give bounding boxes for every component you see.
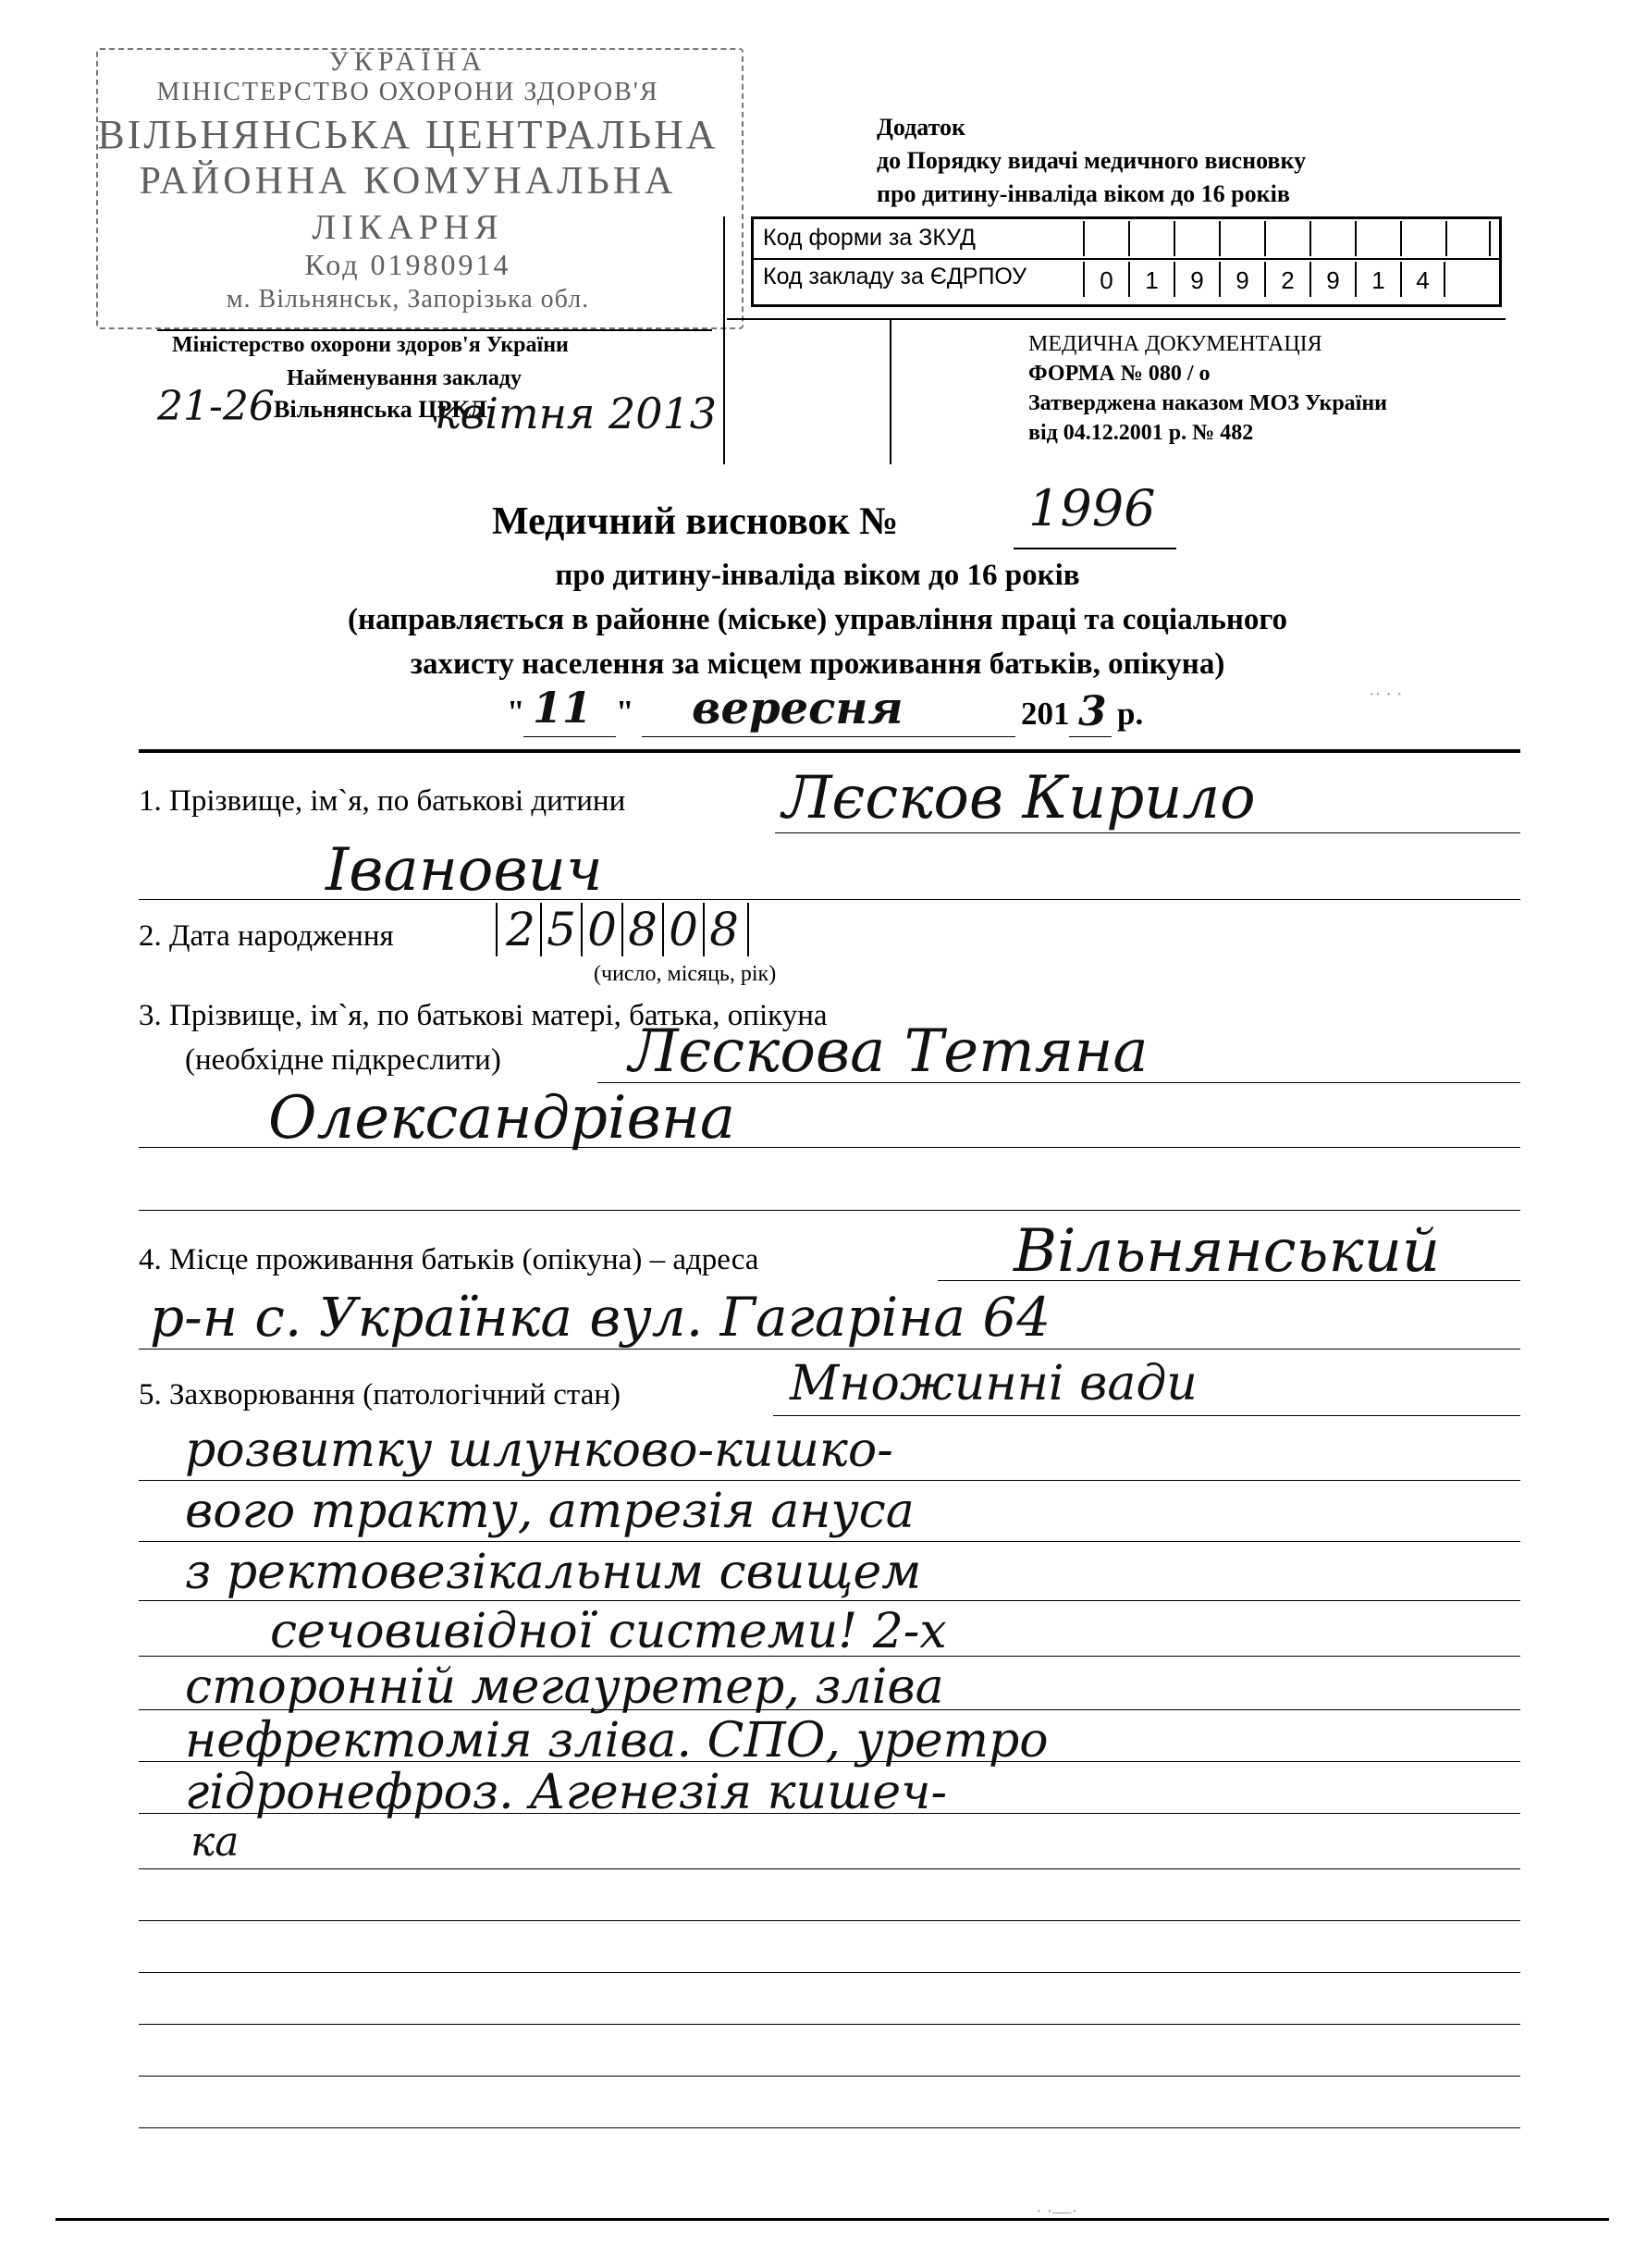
edrpou-cell: 9 (1174, 262, 1219, 297)
zkud-cell (1400, 221, 1445, 256)
diagnosis-line: сторонній мегауретер, зліва (185, 1659, 944, 1715)
field-line (139, 1147, 1520, 1148)
field-5-label: 5. Захворювання (патологічний стан) (139, 1378, 621, 1411)
issue-year-unit: р. (1117, 696, 1144, 732)
field-line (139, 1349, 1520, 1350)
stamp-line: УКРАЇНА (328, 46, 487, 77)
field-line (139, 2127, 1520, 2128)
title-subline: (направляється в районне (міське) управління праці та соціального (347, 603, 1288, 636)
title-prefix: Медичний висновок № (492, 500, 899, 543)
field-line (139, 2076, 1520, 2077)
edrpou-cell: 0 (1083, 262, 1128, 297)
diagnosis-line: гідронефроз. Агенезія кишеч- (185, 1765, 948, 1820)
birth-date-digit: 2 (501, 903, 542, 956)
document-title (492, 499, 898, 544)
field-4-label: 4. Місце проживання батьків (опікуна) – адреса (139, 1243, 759, 1276)
issue-date: " 11 " вересня 201 3 р. (507, 683, 1144, 735)
stamp-line: м. Вільнянськ, Запорізька обл. (226, 285, 590, 314)
field-line (139, 1972, 1520, 1973)
birth-date-digit: 5 (542, 903, 583, 956)
outgoing-date: квітня 2013 (435, 388, 718, 438)
stamp-line: МІНІСТЕРСТВО ОХОРОНИ ЗДОРОВ'Я (156, 78, 659, 106)
diagnosis-line: нефректомія зліва. СПО, уретро (185, 1713, 1049, 1769)
diagnosis-line: розвитку шлунково-кишко- (185, 1423, 893, 1478)
header-mid-rule (727, 318, 1506, 320)
diagnosis-line: вого тракту, атрезія ануса (185, 1484, 915, 1539)
form-meta-line: Затверджена наказом МОЗ України (1028, 391, 1388, 415)
code-divider (754, 258, 1499, 260)
field-line (139, 1709, 1520, 1710)
zkud-cells (1083, 221, 1491, 256)
birth-date-digit: 8 (709, 903, 739, 956)
address-line2: р-н с. Українка вул. Гагаріна 64 (150, 1286, 1051, 1349)
field-line (775, 832, 1520, 833)
stamp-line: РАЙОННА КОМУНАЛЬНА (139, 160, 677, 203)
institution-name-value: Вільнянська ЦРКЛ (274, 396, 487, 423)
appendix-header (877, 111, 1306, 211)
field-line (139, 899, 1520, 900)
field-line (139, 1813, 1520, 1814)
edrpou-cell: 1 (1128, 262, 1174, 297)
form-meta (1028, 329, 1387, 448)
birth-date (496, 903, 749, 956)
edrpou-cell: 4 (1400, 262, 1445, 297)
outgoing-number: 21-26 (157, 383, 275, 430)
zkud-cell (1264, 221, 1309, 256)
issue-day: 11 (533, 683, 593, 733)
form-number: ФОРМА № 080 / о (1028, 362, 1211, 386)
zkud-cell (1128, 221, 1174, 256)
zkud-cell (1309, 221, 1355, 256)
certificate-number-line (1014, 548, 1176, 549)
zkud-label: Код форми за ЗКУД (763, 225, 976, 251)
field-line (139, 1761, 1520, 1762)
scan-artifact: ·· · · (1369, 684, 1403, 705)
issue-year-line (1069, 736, 1112, 737)
issue-year-prefix: 201 (1021, 696, 1070, 732)
diagnosis-line: ка (191, 1818, 240, 1866)
child-name-line2: Іванович (326, 836, 603, 905)
page-bottom-rule (55, 2218, 1609, 2221)
issue-month-line (642, 736, 1015, 737)
title-separator (139, 749, 1520, 753)
header-divider (890, 318, 891, 464)
form-meta-line: МЕДИЧНА ДОКУМЕНТАЦІЯ (1028, 332, 1322, 356)
field-line (139, 1920, 1520, 1921)
birth-date-digit: 8 (623, 903, 664, 956)
field-line (139, 1480, 1520, 1481)
stamp-line: ВІЛЬНЯНСЬКА ЦЕНТРАЛЬНА (97, 112, 719, 157)
field-line (773, 1415, 1520, 1416)
institution-top-rule (157, 329, 712, 331)
zkud-cell (1174, 221, 1219, 256)
diagnosis-line: Множинні вади (790, 1356, 1198, 1411)
ministry-name: Міністерство охорони здоров'я України (172, 333, 569, 357)
field-line (139, 2024, 1520, 2025)
form-meta-line: від 04.12.2001 р. № 482 (1028, 421, 1254, 445)
field-line (139, 1656, 1520, 1657)
title-subline: захисту населення за місцем проживання батьків, опікуна) (410, 647, 1225, 681)
issue-year-suffix: 3 (1078, 688, 1107, 735)
stamp-line: ЛІКАРНЯ (312, 208, 504, 247)
field-3-label: 3. Прізвище, ім`я, по батькові матері, батька, опікуна (139, 999, 828, 1032)
edrpou-label: Код закладу за ЄДРПОУ (763, 264, 1027, 290)
appendix-line: про дитину-інваліда віком до 16 років (877, 180, 1290, 207)
scan-artifact: · ·—· (1036, 2201, 1077, 2222)
institution-name-label: Найменування закладу (287, 366, 522, 390)
birth-date-digit: 0 (664, 903, 705, 956)
child-name-line1: Лєсков Кирило (782, 764, 1256, 832)
edrpou-cells (1083, 262, 1445, 297)
edrpou-cell: 2 (1264, 262, 1309, 297)
zkud-cell (1219, 221, 1264, 256)
issue-month: вересня (692, 683, 904, 734)
parent-name-line2: Олександрівна (268, 1084, 736, 1152)
diagnosis-line: сечовивідної системи! 2-х (270, 1604, 947, 1659)
birth-date-hint: (число, місяць, рік) (594, 962, 777, 986)
stamp-border (96, 48, 744, 329)
field-2-label: 2. Дата народження (139, 919, 394, 953)
code-box (751, 216, 1502, 307)
field-3-hint: (необхідне підкреслити) (185, 1043, 501, 1077)
diagnosis-line: з ректовезікальним свищем (185, 1545, 922, 1600)
title-subline: про дитину-інваліда віком до 16 років (555, 559, 1080, 592)
appendix-line: до Порядку видачі медичного висновку (877, 147, 1307, 174)
certificate-number: 1996 (1028, 479, 1156, 537)
institution-right-border (723, 216, 725, 464)
address-line1: Вільнянський (1014, 1217, 1441, 1286)
edrpou-cell: 9 (1219, 262, 1264, 297)
field-line (139, 1868, 1520, 1869)
field-line (938, 1280, 1520, 1281)
birth-date-digit: 0 (583, 903, 623, 956)
edrpou-cell: 1 (1355, 262, 1400, 297)
zkud-cell (1083, 221, 1128, 256)
field-line (139, 1600, 1520, 1601)
field-line (139, 1541, 1520, 1542)
field-line (139, 1210, 1520, 1211)
field-line (597, 1082, 1520, 1083)
zkud-cell (1355, 221, 1400, 256)
zkud-cell (1445, 221, 1491, 256)
issue-day-line (523, 736, 616, 737)
stamp-line: Код 01980914 (304, 248, 511, 281)
field-1-label: 1. Прізвище, ім`я, по батькові дитини (139, 784, 626, 818)
appendix-line: Додаток (877, 114, 966, 141)
edrpou-cell: 9 (1309, 262, 1355, 297)
parent-name-line1: Лєскова Тетяна (629, 1017, 1149, 1086)
